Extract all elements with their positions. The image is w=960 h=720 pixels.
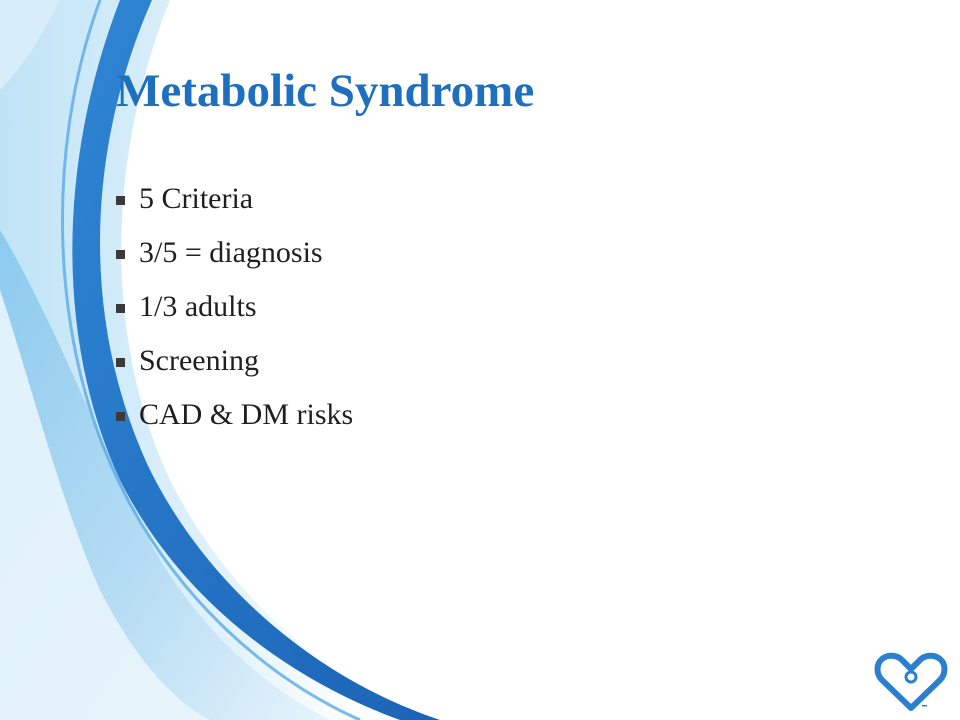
bullet-text: CAD & DM risks	[139, 398, 354, 431]
square-bullet-icon	[116, 196, 125, 205]
square-bullet-icon	[116, 250, 125, 259]
heart-diamond-logo-icon	[874, 650, 948, 712]
bullet-item-diagnosis	[116, 226, 353, 280]
square-bullet-icon	[116, 358, 125, 367]
bullet-text: 3/5 = diagnosis	[139, 236, 323, 269]
bullet-list	[116, 172, 353, 442]
slide-title: Metabolic Syndrome	[116, 65, 535, 117]
square-bullet-icon	[116, 304, 125, 313]
bullet-text: 1/3 adults	[139, 290, 257, 323]
bullet-item-criteria	[116, 172, 353, 226]
bullet-text: Screening	[139, 344, 259, 377]
bullet-item-risks	[116, 388, 353, 442]
bullet-item-screening	[116, 334, 353, 388]
square-bullet-icon	[116, 412, 125, 421]
bullet-item-adults	[116, 280, 353, 334]
bullet-text: 5 Criteria	[139, 182, 254, 215]
